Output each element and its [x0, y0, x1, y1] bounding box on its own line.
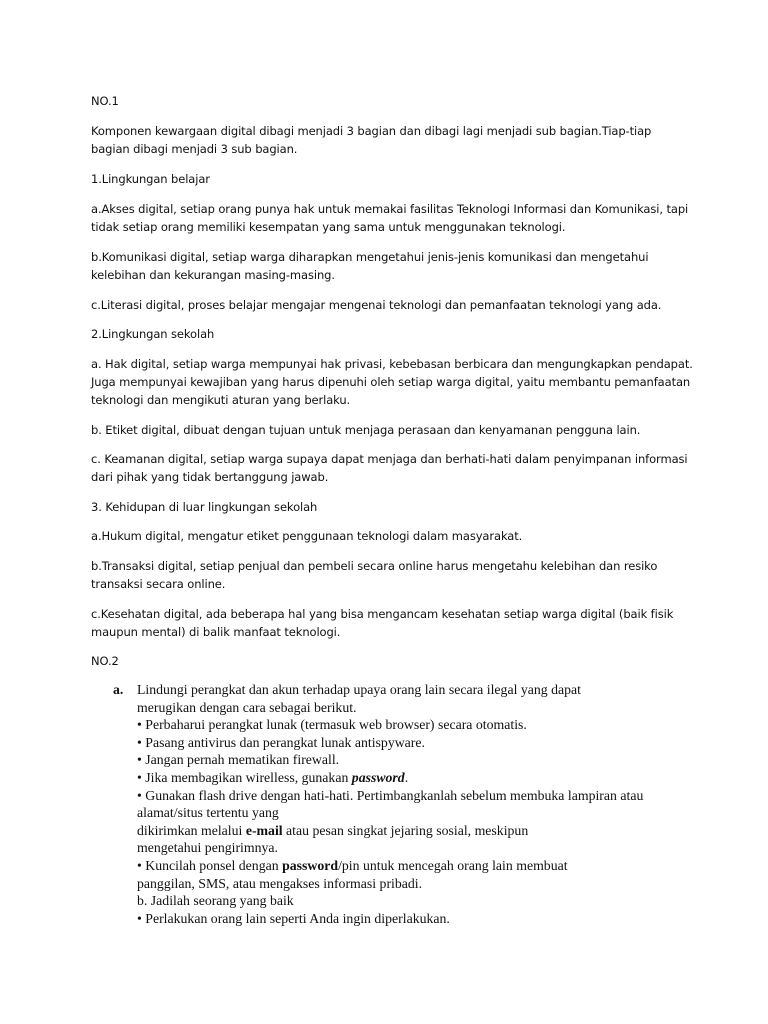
intro-paragraph: Komponen kewargaan digital dibagi menjadi 3 bagian dan dibagi lagi menjadi sub bagian.Tiap-tiap bagian dibagi menjadi 3 sub bagian.: [91, 124, 652, 156]
section2-item-c: c. Keamanan digital, setiap warga supaya dapat menjaga dan berhati-hati dalam penyimpanan informasi dari pihak yang tidak bertanggung jawab.: [91, 452, 688, 484]
no2-bullet: • Jangan pernah mematikan firewall.: [137, 752, 340, 768]
no2-line: mengetahui pengirimnya.: [137, 840, 278, 856]
section1-item-b: b.Komunikasi digital, setiap warga diharapkan mengetahui jenis-jenis komunikasi dan mengetahui kelebihan dan kekurangan masing-masing.: [91, 250, 649, 282]
heading-no1: NO.1: [91, 94, 119, 108]
section1-title: 1.Lingkungan belajar: [91, 172, 210, 186]
heading-no2: NO.2: [91, 654, 119, 668]
no2-item-body: [137, 681, 657, 927]
section3-item-c: c.Kesehatan digital, ada beberapa hal yang bisa mengancam kesehatan setiap warga digital (baik fisik maupun mental) di balik manfaat teknologi.: [91, 607, 674, 639]
no2-subheading: b. Jadilah seorang yang baik: [137, 893, 294, 909]
bold-italic-term: password: [351, 769, 405, 785]
no2-bullet: • Perbaharui perangkat lunak (termasuk web browser) secara otomatis.: [137, 717, 527, 733]
section3-item-b: b.Transaksi digital, setiap penjual dan pembeli secara online harus mengetahu kelebihan dan resiko transaksi secara online.: [91, 559, 658, 591]
section2-title: 2.Lingkungan sekolah: [91, 327, 215, 341]
no2-bullet: • Perlakukan orang lain seperti Anda ingin diperlakukan.: [137, 910, 450, 926]
no2-line: panggilan, SMS, atau mengakses informasi pribadi.: [137, 875, 423, 891]
section1-item-a: a.Akses digital, setiap orang punya hak untuk memakai fasilitas Teknologi Informasi dan Komunikasi, tapi tidak setiap orang memiliki kesempatan yang sama untuk menggunakan teknologi.: [91, 202, 689, 234]
no2-bullet: • Gunakan flash drive dengan hati-hati. Pertimbangkanlah sebelum membuka lampiran atau: [137, 787, 644, 803]
no2-bullet: • Pasang antivirus dan perangkat lunak antispyware.: [137, 734, 425, 750]
no2-line: [137, 822, 657, 840]
line-text: dikirimkan melalui: [137, 822, 246, 838]
section2-item-a: a. Hak digital, setiap warga mempunyai hak privasi, kebebasan berbicara dan mengungkapkan pendapat. Juga mempunyai kewajiban yang harus dipenuhi oleh setiap warga digital, yaitu membantu pemanfaatan teknologi dan mengikuti aturan yang berlaku.: [91, 357, 693, 407]
bullet-text: • Kuncilah ponsel dengan: [137, 857, 283, 873]
no2-line: alamat/situs tertentu yang: [137, 805, 279, 821]
section2-item-b: b. Etiket digital, dibuat dengan tujuan untuk menjaga perasaan dan kenyamanan pengguna lain.: [91, 423, 641, 437]
bullet-text: /pin untuk mencegah orang lain membuat: [338, 857, 568, 873]
no2-item-label: a.: [113, 682, 124, 697]
section3-title: 3. Kehidupan di luar lingkungan sekolah: [91, 500, 318, 514]
section1-item-c: c.Literasi digital, proses belajar mengajar mengenai teknologi dan pemanfaatan teknologi yang ada.: [91, 298, 662, 312]
bullet-text: .: [404, 769, 409, 785]
bold-term: e-mail: [245, 822, 283, 838]
line-text: atau pesan singkat jejaring sosial, meskipun: [282, 822, 529, 838]
no2-bullet: [137, 769, 657, 787]
bold-term: password: [282, 857, 339, 873]
no2-bullet: [137, 857, 657, 875]
bullet-text: • Jika membagikan wirelless, gunakan: [137, 769, 352, 785]
no2-line: Lindungi perangkat dan akun terhadap upaya orang lain secara ilegal yang dapat: [137, 682, 581, 697]
no2-line: merugikan dengan cara sebagai berikut.: [137, 699, 357, 715]
section3-item-a: a.Hukum digital, mengatur etiket penggunaan teknologi dalam masyarakat.: [91, 529, 523, 543]
